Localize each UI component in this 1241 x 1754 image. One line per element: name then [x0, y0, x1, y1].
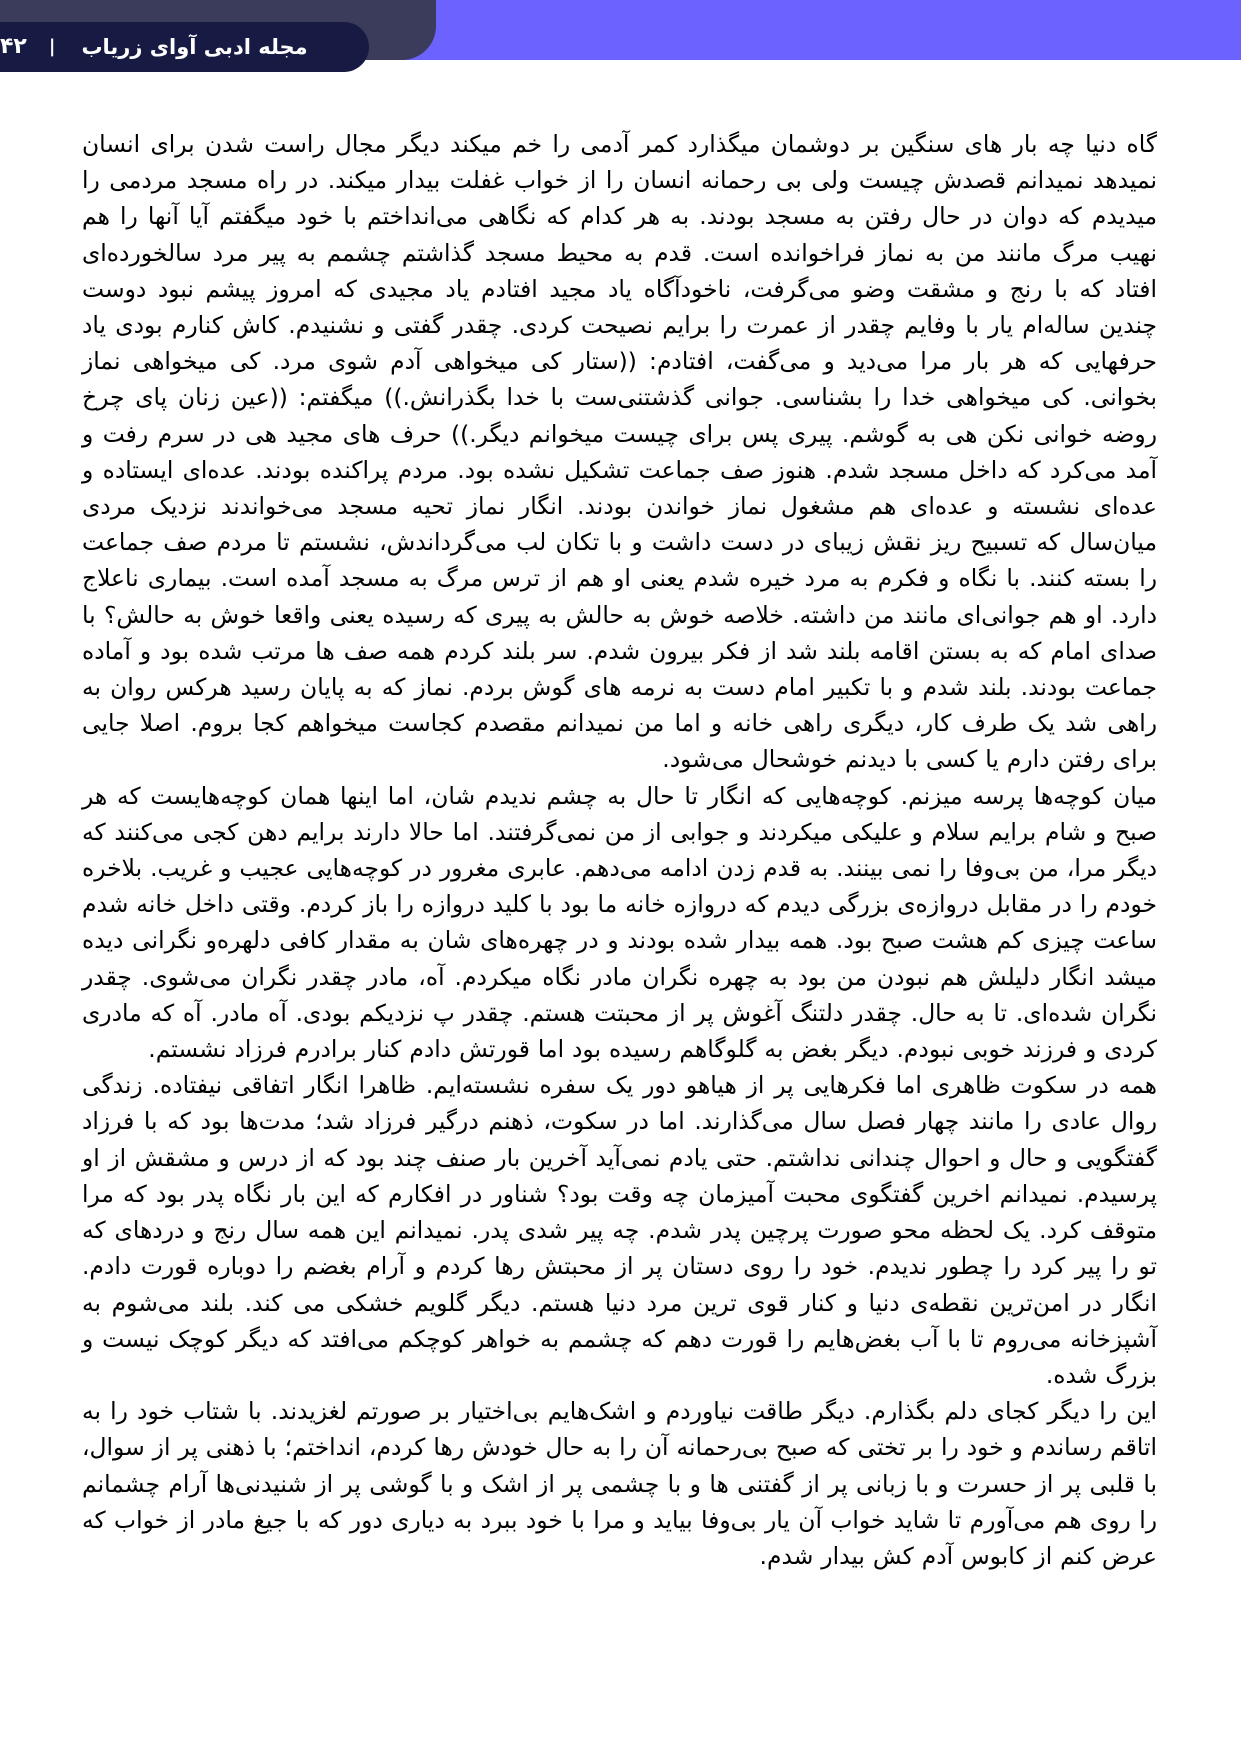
header-inner-plate [0, 22, 369, 72]
header-separator: | [48, 36, 56, 57]
article-paragraph: همه در سکوت ظاهری اما فکرهایی پر از هیاهو دور یک سفره نشسته‌ایم. ظاهرا انگار اتفاقی نیفتاده. زندگی روال عادی را مانند چهار فصل سال می‌گذارند. اما در سکوت، ذهنم درگیر فرزاد شد؛ مدت‌ها بود که با فرزاد گفتگویی و حال و احوال چندانی نداشتم. حتی یادم نمی‌آید آخرین بار صنف چند بود که از درس و مشقش از او پرسیدم. نمیدانم اخرین گفتگوی محبت آمیزمان چه وقت بود؟ شناور در افکارم که این بار نگاه پدر بود که مرا متوقف کرد. یک لحظه محو صورت پرچین پدر شدم. چه پیر شدی پدر. نمیدانم این همه سال رنج و دردهای که تو را پیر کرد را چطور ندیدم. خود را روی دستان پر از محبتش رها کردم و آرام بغضم را دوباره قورت دادم. انگار در امن‌ترین نقطه‌ی دنیا و کنار قوی ترین مرد دنیا هستم. دیگر گلویم خشکی می کند. بلند می‌شوم به آشپزخانه می‌روم تا با آب بغض‌هایم را قورت دهم که چشمم به خواهر کوچکم می‌افتد که دیگر کوچک نیست و بزرگ شده. [82, 1071, 1157, 1389]
article-paragraph: این را دیگر کجای دلم بگذارم. دیگر طاقت نیاوردم و اشک‌هایم بی‌اختیار بر صورتم لغزیدند. با شتاب خود را به اتاقم رساندم و خود را بر تختی که صبح بی‌رحمانه آن را به حال خودش رها کردم، انداختم؛ با ذهنی پر از سوال، با قلبی پر از حسرت و با زبانی پر از گفتنی ها و با چشمی پر از اشک و با گوشی پر از شنیدنی‌ها آرام چشمانم را روی هم می‌آورم تا شاید خواب آن یار بی‌وفا بیاید و مرا با خود ببرد به دیاری دور که با جیغ مادر از خواب که عرض کنم از کابوس آدم کش بیدار شدم. [82, 1397, 1157, 1570]
page-header [0, 0, 1241, 60]
article-body [82, 126, 1157, 1574]
magazine-title: مجله ادبی آوای زریاب [81, 34, 308, 59]
header-outer-plate [0, 0, 436, 60]
article-paragraph: میان کوچه‌ها پرسه میزنم. کوچه‌هایی که انگار تا حال به چشم ندیدم شان، اما اینها همان کوچه‌هایست که هر صبح و شام برایم سلام و علیکی میکردند و جوابی از من نمی‌گرفتند. اما حالا دارند برایم دهن کجی می‌کنند که دیگر مرا، من بی‌وفا را نمی بینند. به قدم زدن ادامه می‌دهم. عابری مغرور در کوچه‌هایی عجیب و غریب. بلاخره خودم را در مقابل دروازه‌ی بزرگی دیدم که دروازه خانه ما بود با کلید دروازه را باز کردم. وقتی داخل خانه شدم ساعت چیزی کم هشت صبح بود. همه بیدار شده بودند و در چهره‌های شان به مقدار کافی دلهره‌و نگرانی دیده میشد انگار دلیلش هم نبودن من بود به چهره نگران مادر نگاه میکردم. آه، مادر چقدر نگران می‌شوی. چقدر نگران شده‌ای. تا به حال. چقدر دلتنگ آغوش پر از محبتت هستم. چقدر پ نزدیکم بودی. آه مادر. آه که مادری کردی و فرزند خوبی نبودم. دیگر بغض به گلوگاهم رسیده بود اما قورتش دادم کنار برادرم فرزاد نشستم. [82, 781, 1157, 1064]
page-number: ۴۲ [0, 34, 27, 59]
article-paragraph: گاه دنیا چه بار های سنگین بر دوشمان میگذارد کمر آدمی را خم میکند دیگر مجال راست شدن برای انسان نمیدهد نمیدانم قصدش چیست ولی بی رحمانه انسان را از خواب غفلت بیدار میکند. در راه مسجد مردمی را میدیدم که دوان در حال رفتن به مسجد بودند. به هر کدام که نگاهی می‌انداختم با خود میگفتم آیا آنها را هم نهیب مرگ مانند من به نماز فراخوانده است. قدم به محیط مسجد گذاشتم چشمم به پیر مرد سالخورده‌ای افتاد که با رنج و مشقت وضو می‌گرفت، ناخودآگاه یاد مجید افتادم یاد مجیدی که امروز پیشم نبود دوست چندین ساله‌ام یار با وفایم چقدر از عمرت را برایم نصیحت کردی. چقدر گفتی و نشنیدم. کاش کنارم بودی یاد حرفهایی که هر بار مرا می‌دید و می‌گفت، افتادم: ((ستار کی میخواهی آدم شوی مرد. کی میخواهی نماز بخوانی. کی میخواهی خدا را بشناسی. جوانی گذشتنی‌ست با خدا بگذرانش.)) میگفتم: ((عین زنان پای چرخ روضه خوانی نکن هی به گوشم. پیری پس برای چیست میخوانم دیگر.)) حرف های مجید هی در سرم رفت و آمد می‌کرد که داخل مسجد شدم. هنوز صف جماعت تشکیل نشده بود. مردم پراکنده بودند. عده‌ای ایستاده و عده‌ای نشسته و عده‌ای هم مشغول نماز خواندن بودند. انگار نماز تحیه مسجد می‌خواندند نزدیک مردی میان‌سال که تسبیح ریز نقش زیبای در دست داشت و با تکان لب می‌گرداندش، نشستم تا مردم صف جماعت را بسته کنند. با نگاه و فکرم به مرد خیره شدم یعنی او هم از ترس مرگ به مسجد آمده است. بیماری ناعلاج دارد. او هم جوانی‌ای مانند من داشته. خلاصه خوش به حالش به پیری که رسیده یعنی واقعا خوش به حالش؟ با صدای امام که به بستن اقامه بلند شد از فکر بیرون شدم. سر بلند کردم همه صف ها مرتب شده بود و آماده جماعت بودند. بلند شدم و با تکبیر امام دست به نرمه های گوش بردم. نماز که به پایان رسید هرکس روان به راهی شد یک طرف کار، دیگری راهی خانه و اما من نمیدانم مقصدم کجاست میخواهم کجا بروم. اصلا جایی برای رفتن دارم یا کسی با دیدنم خوشحال می‌شود. [82, 130, 1157, 774]
header-title-row [0, 36, 308, 58]
